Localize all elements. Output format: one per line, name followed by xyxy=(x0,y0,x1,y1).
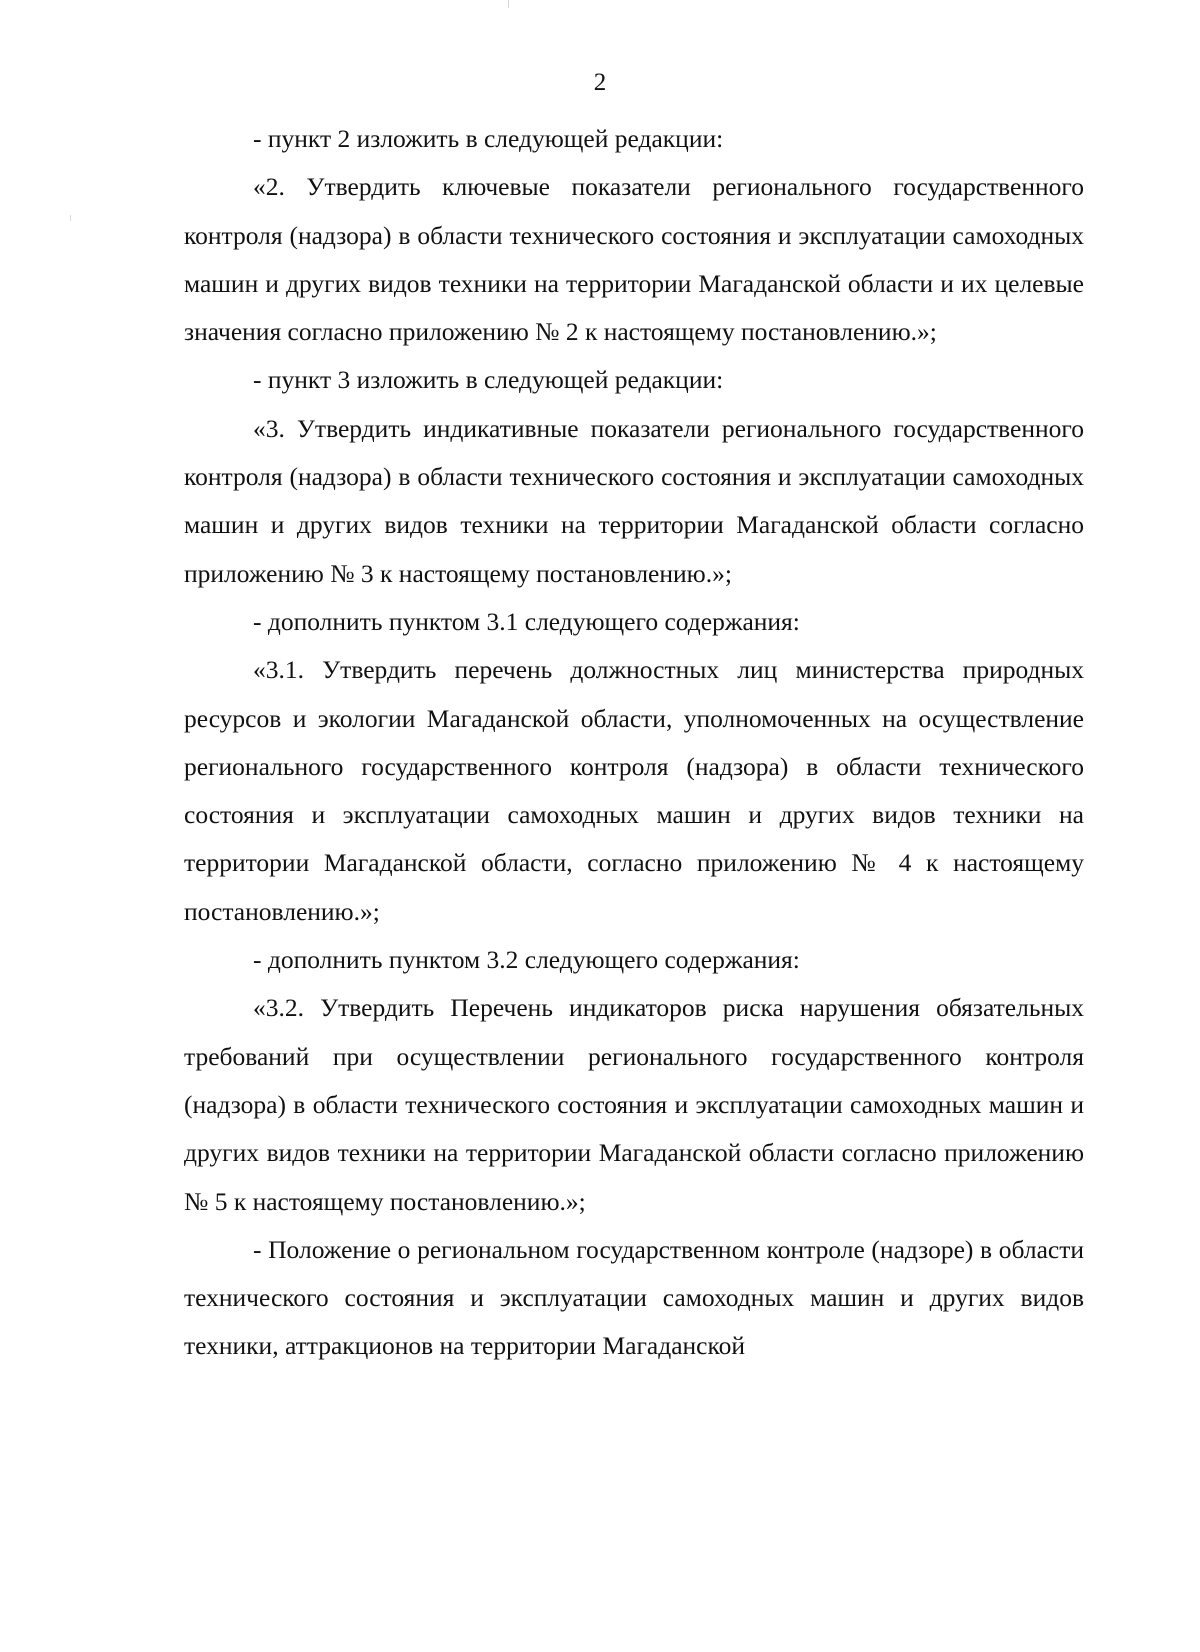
page-number: 2 xyxy=(593,69,607,96)
paragraph-item-3-text: «3. Утвердить индикативные показатели регионального государственного контроля (надзора) в области технического состояния и эксплуатации самоходных машин и других видов техники на территории Магаданской области согласно приложению № 3 к настоящему постановлению.»; xyxy=(184,413,1084,588)
paragraph-regulation-intro: - Положение о региональном государственном контроле (надзоре) в области технического состояния и эксплуатации самоходных машин и других видов техники, аттракционов на территории Магаданской xyxy=(184,1234,1084,1361)
paragraph-item-3-intro: - пункт 3 изложить в следующей редакции: xyxy=(253,365,724,395)
paragraph-item-3-1-text: «3.1. Утвердить перечень должностных лиц министерства природных ресурсов и экологии Магаданской области, уполномоченных на осуществление регионального государственного контроля (надзора) в области технического состояния и эксплуатации самоходных машин и других видов техники на территории Магаданской области, согласно приложению № 4 к настоящему постановлению.»; xyxy=(184,655,1084,926)
paragraph-item-2-intro: - пункт 2 изложить в следующей редакции: xyxy=(253,124,724,153)
paragraph-item-3-1-intro: - дополнить пунктом 3.1 следующего содержания: xyxy=(253,606,800,636)
document-body xyxy=(184,115,1084,1371)
scan-artifact-left xyxy=(70,215,71,221)
paragraph-item-2-text: «2. Утвердить ключевые показатели регионального государственного контроля (надзора) в области технического состояния и эксплуатации самоходных машин и других видов техники на территории Магаданской области и их целевые значения согласно приложению № 2 к настоящему постановлению.»; xyxy=(184,172,1084,347)
scan-artifact-top xyxy=(508,0,509,8)
paragraph-item-3-2-text: «3.2. Утвердить Перечень индикаторов риска нарушения обязательных требований при осуществлении регионального государственного контроля (надзора) в области технического состояния и эксплуатации самоходных машин и других видов техники на территории Магаданской области согласно приложению № 5 к настоящему постановлению.»; xyxy=(184,993,1084,1216)
paragraph-item-3-2-intro: - дополнить пунктом 3.2 следующего содержания: xyxy=(253,945,800,975)
